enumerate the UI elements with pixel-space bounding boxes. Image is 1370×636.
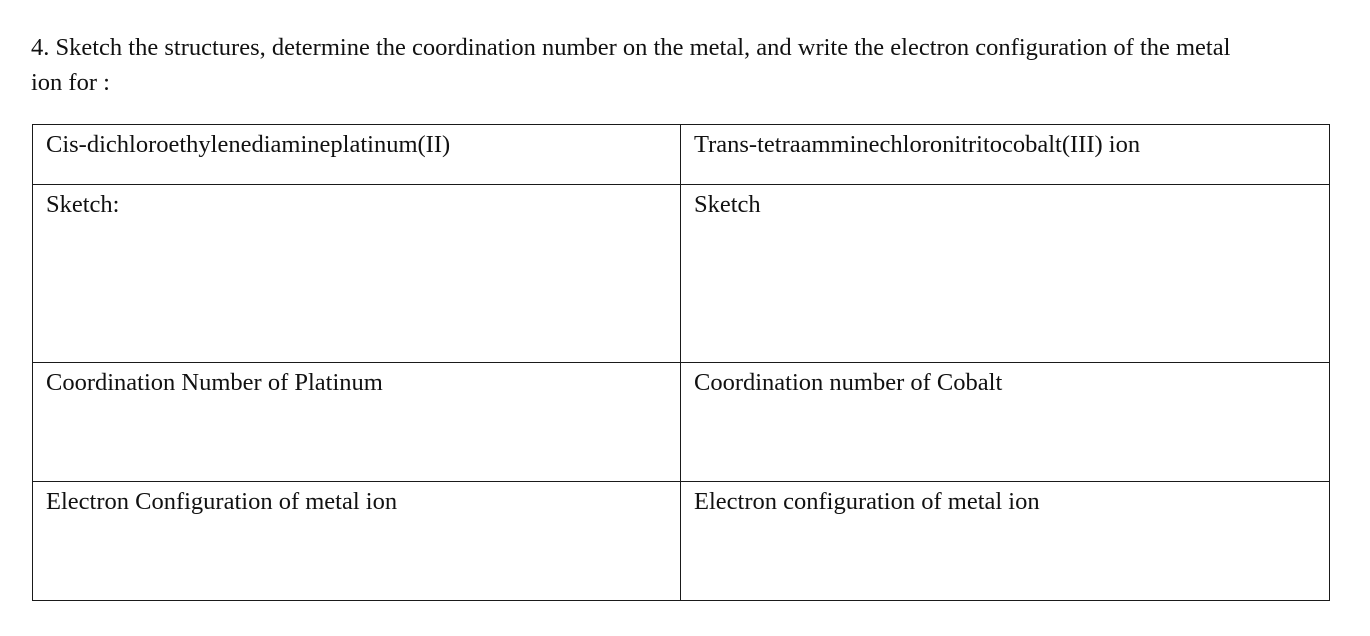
question-line-1: 4. Sketch the structures, determine the coordination number on the metal, and write the electron configuration of the metal [31,34,1231,61]
cell-coordination-platinum: Coordination Number of Platinum [33,363,681,482]
table-row-coordination-number [33,363,1330,482]
question-text [31,30,1341,100]
cell-electron-config-platinum: Electron Configuration of metal ion [33,482,681,601]
table-row-sketch [33,185,1330,363]
question-line-2: ion for : [31,69,110,96]
cell-compound-cobalt: Trans-tetraamminechloronitritocobalt(III) ion [681,125,1330,185]
cell-coordination-cobalt: Coordination number of Cobalt [681,363,1330,482]
cell-electron-config-cobalt: Electron configuration of metal ion [681,482,1330,601]
cell-sketch-cobalt: Sketch [681,185,1330,363]
cell-compound-platinum: Cis-dichloroethylenediamineplatinum(II) [33,125,681,185]
worksheet-table [32,124,1330,601]
table-row-electron-configuration [33,482,1330,601]
table-row-compound-names [33,125,1330,185]
cell-sketch-platinum: Sketch: [33,185,681,363]
